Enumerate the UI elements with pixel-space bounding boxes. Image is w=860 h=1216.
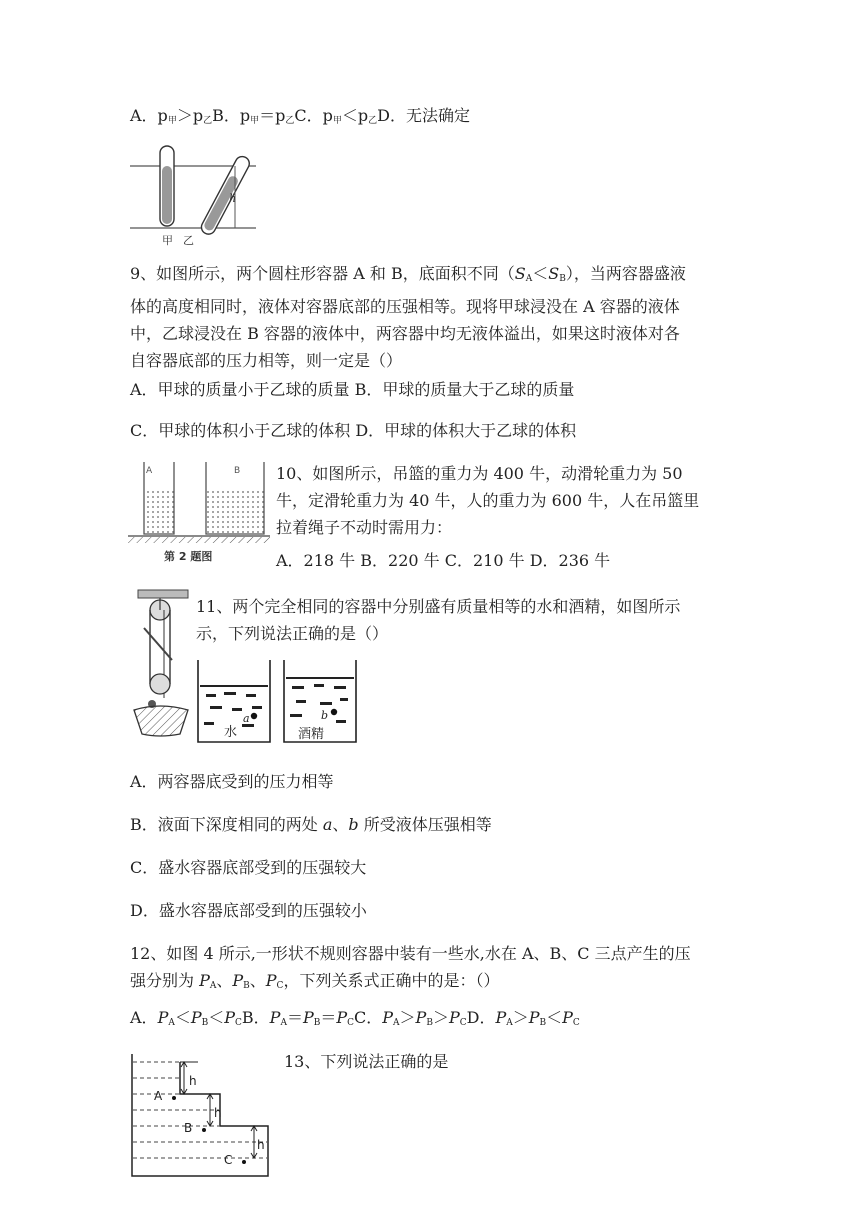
sub: B (426, 1018, 433, 1028)
sub: A (280, 1018, 287, 1028)
span: P (415, 1008, 427, 1027)
label-b: b (321, 709, 329, 722)
person-arm (144, 628, 172, 660)
containers-figure (126, 460, 272, 566)
span: ＜ (546, 1008, 563, 1027)
rect (320, 702, 332, 705)
container-b-liquid (206, 488, 264, 534)
label-a: A (154, 1089, 163, 1103)
rect (296, 700, 306, 703)
label-b: B (184, 1121, 193, 1135)
span: 9、如图所示，两个圆柱形容器 A 和 B，底面积不同（ (130, 264, 515, 283)
span: b (348, 815, 359, 834)
sub: B (559, 274, 566, 284)
rel: ＜p (341, 106, 369, 125)
ceiling-beam (138, 590, 188, 598)
rect (252, 706, 262, 709)
q9-options-ab: A．甲球的质量小于乙球的质量 B．甲球的质量大于乙球的质量 (130, 380, 575, 399)
label-h: h (229, 192, 237, 205)
span: ＜ (532, 264, 549, 283)
rect (340, 698, 348, 701)
span: P (528, 1008, 540, 1027)
span: ＝ (286, 1008, 303, 1027)
q9-line-1 (130, 260, 686, 293)
rect (206, 694, 216, 697)
rect (290, 714, 302, 717)
span: S (548, 264, 560, 283)
rel: ＝p (259, 106, 286, 125)
rect (334, 686, 346, 689)
point-b (202, 1128, 206, 1132)
span: P (190, 1008, 202, 1027)
label-water: 水 (224, 725, 238, 740)
q10-line-2: 牛，定滑轮重力为 40 牛，人的重力为 600 牛，人在吊篮里 (276, 491, 700, 510)
label-jia: 甲 (162, 234, 173, 246)
span: D． (466, 1008, 496, 1027)
q11-line-1: 11、两个完全相同的容器中分别盛有质量相等的水和酒精，如图所示 (196, 597, 681, 616)
sub: 乙 (368, 116, 378, 126)
sub: C (459, 1018, 467, 1028)
span: ＜ (174, 1008, 191, 1027)
q8-options (130, 106, 470, 131)
label-yi: 乙 (183, 234, 194, 246)
sub: 乙 (285, 116, 295, 126)
question-13: 13、下列说法正确的是 (284, 1052, 449, 1071)
label-h-2: h (214, 1106, 222, 1120)
span: ＜ (208, 1008, 225, 1027)
point-a (251, 713, 257, 719)
rect (224, 692, 236, 695)
span: P (269, 1008, 281, 1027)
span: P (382, 1008, 394, 1027)
span: S (514, 264, 526, 283)
span: P (199, 971, 210, 990)
sub: C (235, 1018, 242, 1028)
span: ，下列关系式正确中的是：（） (283, 971, 500, 990)
point-c (242, 1160, 246, 1164)
q12-line-2 (130, 967, 691, 1000)
hanging-basket (134, 706, 188, 736)
sub: A (168, 1018, 175, 1028)
rect (336, 720, 346, 723)
sub: B (313, 1018, 321, 1028)
stairs-figure (128, 1048, 274, 1180)
sub: C (276, 981, 284, 991)
question-10 (276, 460, 699, 541)
span: C． (354, 1008, 383, 1027)
q9-line-2: 体的高度相同时，液体对容器底部的压强相等。现将甲球浸没在 A 容器的液体 (130, 297, 680, 316)
q10-line-1: 10、如图所示，吊篮的重力为 400 牛，动滑轮重力为 50 (276, 464, 683, 483)
sub: B (243, 981, 250, 991)
span: 强分别为 (130, 971, 200, 990)
span: B． (241, 1008, 270, 1027)
span: P (302, 1008, 314, 1027)
rect (246, 694, 256, 697)
q11-option-a: A．两容器底受到的压力相等 (130, 772, 334, 791)
container-a-liquid (144, 488, 174, 534)
sub: B (539, 1018, 547, 1028)
question-12 (130, 940, 691, 1000)
water-ripples (204, 692, 262, 727)
q12-options (130, 1008, 580, 1033)
question-11 (196, 593, 680, 647)
label-alcohol: 酒精 (298, 727, 325, 742)
span: 、 (332, 815, 349, 834)
rect (232, 708, 242, 711)
span: 、 (216, 971, 233, 990)
q9-line-3: 中，乙球浸没在 B 容器的液体中，两容器中均无液体溢出，如果这时液体对各 (130, 324, 680, 343)
ground-hatch (128, 537, 270, 543)
rel: ＞p (176, 106, 204, 125)
sub: A (209, 981, 217, 991)
point-b (331, 709, 337, 715)
movable-pulley (150, 674, 170, 694)
span: ＞ (512, 1008, 529, 1027)
point-a (172, 1096, 176, 1100)
label-h-3: h (257, 1138, 265, 1152)
span: 所受液体压强相等 (358, 815, 492, 834)
span: P (157, 1008, 169, 1027)
span: ＞ (432, 1008, 449, 1027)
span: B．液面下深度相同的两处 (130, 815, 323, 834)
rect (204, 722, 214, 725)
sub: 甲 (332, 116, 342, 126)
q8-option-d: D．无法确定 (377, 106, 471, 125)
q8-option-a: A．p (130, 106, 168, 125)
q12-line-1: 12、如图 4 所示,一形状不规则容器中装有一些水,水在 A、B、C 三点产生的压 (130, 944, 691, 963)
sub: A (525, 274, 533, 284)
span: P (265, 971, 277, 990)
span: P (336, 1008, 348, 1027)
pulley-figure (130, 588, 194, 740)
span: a (322, 815, 333, 834)
span: ），当两容器盛液 (565, 264, 686, 283)
sub: B (201, 1018, 209, 1028)
rect (210, 706, 222, 709)
tubes-figure (128, 144, 258, 246)
q10-line-3: 拉着绳子不动时需用力： (276, 518, 453, 537)
q11-option-c: C．盛水容器底部受到的压强较大 (130, 858, 367, 877)
span: ＞ (399, 1008, 416, 1027)
q10-options: A．218 牛 B．220 牛 C．210 牛 D．236 牛 (276, 551, 611, 570)
span: P (448, 1008, 460, 1027)
q11-option-b (130, 815, 492, 835)
tube-jia-liquid (162, 166, 172, 224)
label-a: A (146, 466, 153, 476)
span: ＝ (320, 1008, 337, 1027)
label-b: B (234, 466, 241, 476)
span: P (495, 1008, 507, 1027)
q8-option-c: C．p (294, 106, 333, 125)
label-c: C (224, 1153, 233, 1167)
q11-option-d: D．盛水容器底部受到的压强较小 (130, 901, 367, 920)
liquids-figure (196, 656, 362, 746)
q11-line-2: 示，下列说法正确的是（） (196, 624, 389, 643)
label-h-1: h (189, 1074, 197, 1088)
label-a: a (243, 712, 250, 725)
sub: 甲 (250, 116, 260, 126)
span: 、 (249, 971, 266, 990)
sub: A (393, 1018, 400, 1028)
sub: 乙 (203, 116, 213, 126)
figure-caption: 第 2 题图 (164, 550, 213, 563)
span: A． (130, 1008, 158, 1027)
q9-options-cd: C．甲球的体积小于乙球的体积 D．甲球的体积大于乙球的体积 (130, 421, 577, 440)
sub: A (506, 1018, 513, 1028)
rect (292, 686, 304, 689)
water-dash-lines (133, 1062, 267, 1158)
span: P (232, 971, 244, 990)
q9-line-4: 自容器底部的压力相等，则一定是（） (130, 351, 403, 370)
rect (314, 684, 324, 687)
q8-option-b: B．p (212, 106, 251, 125)
span: P (224, 1008, 236, 1027)
question-9 (130, 260, 686, 374)
sub: 甲 (167, 116, 177, 126)
sub: C (347, 1018, 355, 1028)
sub: C (572, 1018, 580, 1028)
alcohol-ripples (290, 684, 348, 723)
span: P (562, 1008, 573, 1027)
